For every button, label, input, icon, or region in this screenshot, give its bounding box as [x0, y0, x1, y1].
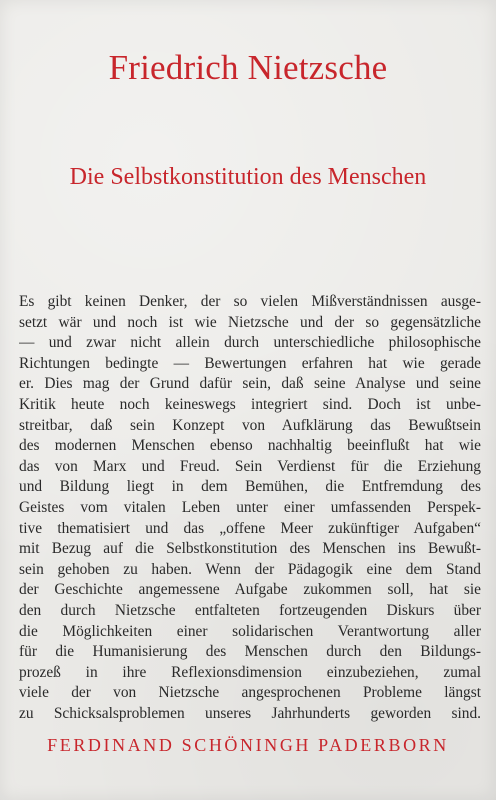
blurb-line: streitbar, daß sein Konzept von Aufklärung das Bewußtsein — [19, 416, 481, 434]
blurb-line: setzt wär und noch ist wie Nietzsche und der so gegensätzliche — [19, 313, 481, 331]
blurb-line: und Bildung liegt in dem Bemühen, die Entfremdung des — [19, 478, 481, 496]
blurb-line: sein gehoben zu haben. Wenn der Pädagogik eine dem Stand — [19, 560, 481, 578]
blurb-line: mit Bezug auf die Selbstkonstitution des Menschen ins Bewußt- — [19, 540, 481, 558]
blurb-line: viele der von Nietzsche angesprochenen Probleme längst — [19, 684, 481, 702]
blurb-line: Geistes vom vitalen Leben unter einer umfassenden Perspek- — [19, 498, 481, 516]
author-name: Friedrich Nietzsche — [108, 48, 388, 87]
blurb-line: — und zwar nicht allein durch unterschiedliche philosophische — [19, 334, 481, 352]
blurb-text — [19, 292, 481, 724]
blurb-line: der Geschichte angemessene Aufgabe zukommen soll, hat sie — [19, 581, 481, 599]
blurb-line: für die Humanisierung des Menschen durch den Bildungs- — [19, 643, 481, 661]
blurb-line: zu Schicksalsproblemen unseres Jahrhunderts geworden sind. — [19, 704, 481, 722]
blurb-line: den durch Nietzsche entfalteten fortzeugenden Diskurs über — [19, 601, 481, 619]
blurb-line: das von Marx und Freud. Sein Verdienst für die Erziehung — [19, 457, 481, 475]
blurb-line: des modernen Menschen ebenso nachhaltig beeinflußt hat wie — [19, 437, 481, 455]
blurb-line: er. Dies mag der Grund dafür sein, daß seine Analyse und seine — [19, 375, 481, 393]
publisher-name: FERDINAND SCHÖNINGH PADERBORN — [47, 735, 449, 755]
blurb-line: prozeß in ihre Reflexionsdimension einzubeziehen, zumal — [19, 663, 481, 681]
blurb-line: die Möglichkeiten einer solidarischen Verantwortung aller — [19, 622, 481, 640]
book-title: Die Selbstkonstitution des Menschen — [69, 164, 427, 190]
blurb-line: Es gibt keinen Denker, der so vielen Mißverständnissen ausge- — [19, 293, 481, 310]
blurb-line: Richtungen bedingte — Bewertungen erfahren hat wie gerade — [19, 354, 481, 372]
blurb-line: tive thematisiert und das „offene Meer zukünftiger Aufgaben“ — [19, 519, 481, 537]
blurb-line: Kritik heute noch keineswegs integriert sind. Doch ist unbe- — [19, 395, 481, 413]
